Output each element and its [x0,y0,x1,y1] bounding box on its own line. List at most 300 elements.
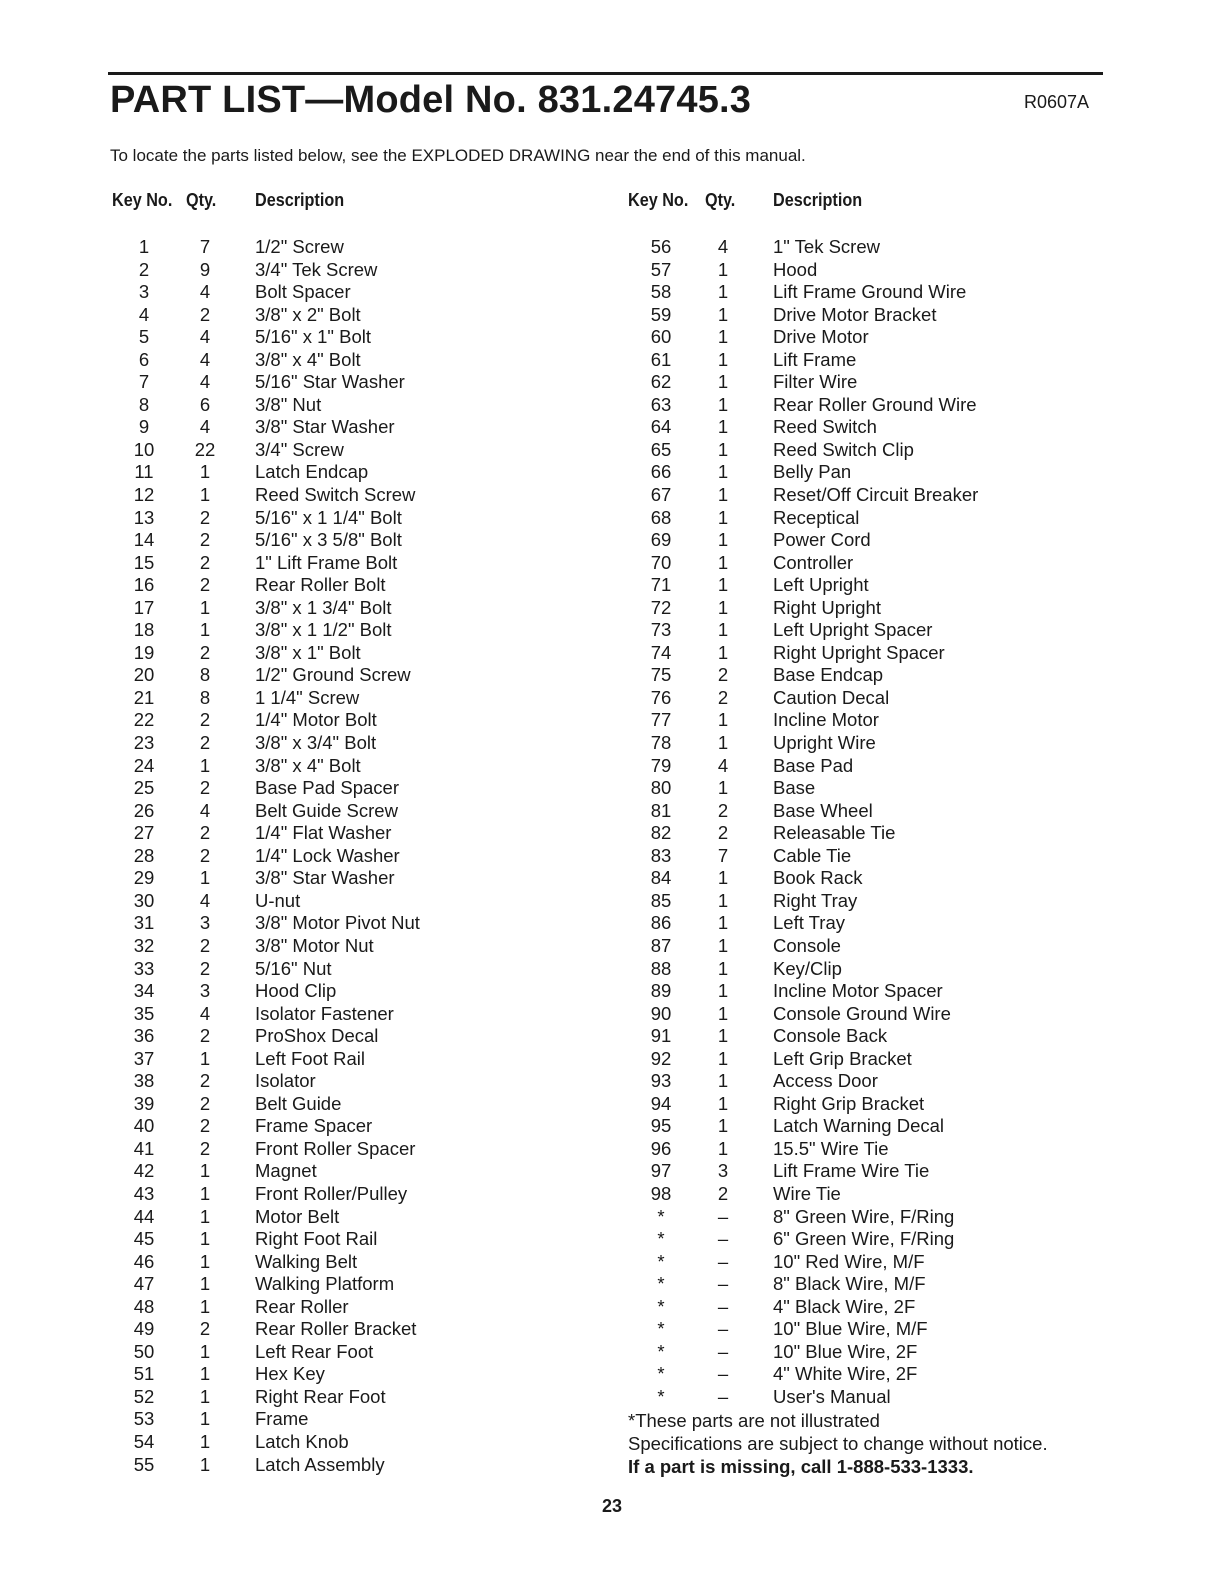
part-qty: 1 [717,980,729,1002]
part-description: 1" Lift Frame Bolt [255,551,398,573]
part-qty: 2 [199,844,211,866]
part-qty: 1 [717,416,729,438]
part-key-no: 53 [133,1408,155,1430]
part-qty: 2 [717,1182,729,1204]
part-description: 3/8" Nut [255,393,322,415]
part-key-no: 92 [650,1047,672,1069]
part-qty: 2 [199,1137,211,1159]
part-qty: 1 [717,1047,729,1069]
part-description: 6" Green Wire, F/Ring [773,1228,955,1250]
part-key-no: 46 [133,1250,155,1272]
part-description: Hex Key [255,1363,325,1385]
part-description: Left Rear Foot [255,1340,374,1362]
part-description: Left Upright Spacer [773,619,933,641]
part-description: Base Wheel [773,799,873,821]
part-description: Right Grip Bracket [773,1092,925,1114]
part-description: Magnet [255,1160,317,1182]
part-key-no: 6 [138,348,150,370]
part-key-no: 81 [650,799,672,821]
part-qty: 1 [199,1453,211,1475]
part-qty: 1 [717,348,729,370]
part-description: Rear Roller [255,1295,349,1317]
part-qty: 2 [717,799,729,821]
part-key-no: 24 [133,754,155,776]
part-key-no: 10 [133,438,155,460]
part-key-no: 78 [650,732,672,754]
part-description: 15.5" Wire Tie [773,1137,889,1159]
part-key-no: 74 [650,641,672,663]
part-description: 3/8" Star Washer [255,416,395,438]
part-key-no: 73 [650,619,672,641]
part-qty: 7 [199,236,211,257]
column-header-description-right: Description [773,190,863,210]
part-qty: 2 [199,1092,211,1114]
part-qty: 1 [717,574,729,596]
part-key-no: 62 [650,371,672,393]
part-qty: 1 [717,934,729,956]
part-qty: 2 [199,709,211,731]
page-number: 23 [601,1496,623,1516]
part-description: 3/8" Star Washer [255,867,395,889]
part-key-no: 59 [650,303,672,325]
part-description: 5/16" x 1 1/4" Bolt [255,506,402,528]
part-key-no: 57 [650,258,672,280]
part-description: Base Pad [773,754,854,776]
part-description: 3/8" x 1" Bolt [255,641,361,663]
part-description: Right Upright [773,596,881,618]
part-description: Access Door [773,1070,878,1092]
part-qty: – [717,1318,729,1340]
part-description: Cable Tie [773,844,852,866]
part-description: 5/16" Nut [255,957,332,979]
part-description: Reed Switch [773,416,877,438]
part-description: Right Tray [773,889,858,911]
part-description: Console Back [773,1025,888,1047]
part-description: Latch Assembly [255,1453,385,1475]
part-key-no: * [657,1340,665,1362]
part-description: Left Foot Rail [255,1047,366,1069]
part-description: Base [773,777,816,799]
part-key-no: 20 [133,664,155,686]
part-qty: 2 [717,686,729,708]
part-key-no: 66 [650,461,672,483]
part-qty: 1 [199,1385,211,1407]
part-key-no: 50 [133,1340,155,1362]
part-qty: 1 [717,281,729,303]
part-description: 4" White Wire, 2F [773,1363,918,1385]
part-qty: – [717,1363,729,1385]
part-qty: 2 [199,574,211,596]
part-qty: 4 [199,799,211,821]
part-description: Reset/Off Circuit Breaker [773,484,979,506]
part-qty: – [717,1205,729,1227]
part-key-no: 70 [650,551,672,573]
part-description: Latch Knob [255,1430,349,1452]
part-description: 1/4" Motor Bolt [255,709,377,731]
part-qty: 1 [199,1205,211,1227]
part-key-no: 67 [650,484,672,506]
part-description: Incline Motor Spacer [773,980,943,1002]
part-description: Bolt Spacer [255,281,351,303]
part-description: Front Roller Spacer [255,1137,416,1159]
part-qty: 1 [717,709,729,731]
part-qty: 1 [717,461,729,483]
part-qty: 2 [199,551,211,573]
part-description: Drive Motor Bracket [773,303,937,325]
part-qty: 1 [199,596,211,618]
part-description: 3/8" x 1 3/4" Bolt [255,596,392,618]
part-description: Console [773,934,841,956]
part-description: Latch Warning Decal [773,1115,945,1137]
part-key-no: 40 [133,1115,155,1137]
part-description: 3/8" x 3/4" Bolt [255,732,377,754]
part-description: 1/4" Lock Washer [255,844,400,866]
part-description: 3/8" x 2" Bolt [255,303,361,325]
part-key-no: 49 [133,1318,155,1340]
part-description: Frame [255,1408,309,1430]
part-qty: 1 [199,1273,211,1295]
part-description: 4" Black Wire, 2F [773,1295,916,1317]
part-description: Rear Roller Bolt [255,574,386,596]
part-key-no: 36 [133,1025,155,1047]
part-key-no: * [657,1205,665,1227]
part-description: Controller [773,551,854,573]
part-qty: 1 [199,1047,211,1069]
part-qty: 1 [199,1228,211,1250]
part-description: Caution Decal [773,686,890,708]
part-qty: 2 [199,641,211,663]
part-key-no: 17 [133,596,155,618]
part-key-no: 82 [650,822,672,844]
part-key-no: 51 [133,1363,155,1385]
part-key-no: 9 [138,416,150,438]
part-qty: 2 [717,822,729,844]
part-description: Motor Belt [255,1205,340,1227]
part-key-no: * [657,1228,665,1250]
part-key-no: 15 [133,551,155,573]
part-qty: 1 [199,1363,211,1385]
part-key-no: 60 [650,326,672,348]
part-description: Belly Pan [773,461,852,483]
part-description: Walking Belt [255,1250,358,1272]
part-description: Right Rear Foot [255,1385,386,1407]
part-key-no: 58 [650,281,672,303]
part-key-no: 43 [133,1182,155,1204]
part-qty: 2 [717,664,729,686]
missing-part-note: If a part is missing, call 1-888-533-1333. [628,1456,974,1477]
part-key-no: 28 [133,844,155,866]
part-description: Belt Guide Screw [255,799,398,821]
part-qty: 4 [199,371,211,393]
part-key-no: 22 [133,709,155,731]
part-description: Belt Guide [255,1092,342,1114]
part-description: Rear Roller Ground Wire [773,393,977,415]
part-qty: 2 [199,529,211,551]
part-key-no: 14 [133,529,155,551]
part-key-no: 18 [133,619,155,641]
part-qty: 1 [199,867,211,889]
title-rule [108,72,1103,75]
part-key-no: 38 [133,1070,155,1092]
part-key-no: 41 [133,1137,155,1159]
part-description: Incline Motor [773,709,879,731]
part-qty: 1 [717,777,729,799]
part-qty: 4 [199,326,211,348]
part-key-no: 45 [133,1228,155,1250]
part-description: Lift Frame [773,348,857,370]
part-description: 5/16" x 1" Bolt [255,326,371,348]
part-key-no: 79 [650,754,672,776]
part-description: Upright Wire [773,732,876,754]
part-qty: 8 [199,664,211,686]
part-qty: 7 [717,844,729,866]
part-qty: 4 [717,754,729,776]
part-key-no: 16 [133,574,155,596]
part-description: Reed Switch Clip [773,438,914,460]
part-key-no: 47 [133,1273,155,1295]
part-qty: 1 [717,957,729,979]
part-key-no: 13 [133,506,155,528]
part-qty: 2 [199,506,211,528]
part-qty: 1 [199,1160,211,1182]
part-description: Console Ground Wire [773,1002,951,1024]
part-description: Lift Frame Wire Tie [773,1160,930,1182]
part-key-no: 8 [138,393,150,415]
part-qty: 4 [199,889,211,911]
part-key-no: 85 [650,889,672,911]
part-description: 1 1/4" Screw [255,686,360,708]
part-key-no: 35 [133,1002,155,1024]
part-description: Drive Motor [773,326,869,348]
part-qty: 1 [717,258,729,280]
part-qty: – [717,1385,729,1407]
part-description: Lift Frame Ground Wire [773,281,967,303]
part-description: 10" Blue Wire, 2F [773,1340,918,1362]
part-key-no: 94 [650,1092,672,1114]
part-key-no: 89 [650,980,672,1002]
part-description: Walking Platform [255,1273,395,1295]
part-key-no: 54 [133,1430,155,1452]
part-key-no: 68 [650,506,672,528]
part-description: 8" Green Wire, F/Ring [773,1205,955,1227]
part-key-no: * [657,1363,665,1385]
part-description: Hood [773,258,818,280]
document-code: R0607A [1024,92,1090,112]
part-key-no: 77 [650,709,672,731]
part-description: Right Foot Rail [255,1228,378,1250]
part-qty: 22 [194,438,216,460]
part-qty: 2 [199,1070,211,1092]
part-qty: – [717,1228,729,1250]
part-key-no: 64 [650,416,672,438]
part-description: 3/4" Screw [255,438,344,460]
part-key-no: 83 [650,844,672,866]
part-description: 3/8" x 4" Bolt [255,348,361,370]
column-header-qty-right: Qty. [705,190,736,210]
part-qty: 2 [199,934,211,956]
column-header-key-no-right: Key No. [628,190,689,210]
part-description: Frame Spacer [255,1115,373,1137]
part-key-no: 44 [133,1205,155,1227]
part-key-no: 33 [133,957,155,979]
part-key-no: 7 [138,371,150,393]
part-key-no: 25 [133,777,155,799]
part-qty: 2 [199,303,211,325]
part-description: Wire Tie [773,1182,841,1204]
part-qty: 1 [199,1250,211,1272]
part-qty: 1 [717,1070,729,1092]
part-key-no: 97 [650,1160,672,1182]
part-description: 10" Blue Wire, M/F [773,1318,928,1340]
part-qty: 3 [717,1160,729,1182]
part-description: 1" Tek Screw [773,236,880,257]
part-qty: 1 [199,1408,211,1430]
part-description: 3/8" x 4" Bolt [255,754,361,776]
part-key-no: 5 [138,326,150,348]
part-description: 5/16" Star Washer [255,371,405,393]
part-qty: 1 [717,1025,729,1047]
part-key-no: 31 [133,912,155,934]
part-description: 1/4" Flat Washer [255,822,392,844]
part-key-no: 91 [650,1025,672,1047]
part-key-no: 23 [133,732,155,754]
part-key-no: 95 [650,1115,672,1137]
part-key-no: * [657,1273,665,1295]
part-qty: 3 [199,912,211,934]
part-qty: 1 [717,1002,729,1024]
not-illustrated-note: *These parts are not illustrated [628,1410,880,1431]
part-key-no: 4 [138,303,150,325]
part-key-no: 98 [650,1182,672,1204]
part-description: Base Endcap [773,664,884,686]
part-key-no: 72 [650,596,672,618]
part-key-no: 11 [134,461,154,483]
part-key-no: 52 [133,1385,155,1407]
part-description: Receptical [773,506,860,528]
part-qty: 1 [199,461,211,483]
part-qty: 4 [199,281,211,303]
part-qty: 1 [717,326,729,348]
part-key-no: 69 [650,529,672,551]
part-qty: 2 [199,732,211,754]
part-description: Front Roller/Pulley [255,1182,408,1204]
part-qty: 1 [199,1340,211,1362]
part-key-no: 55 [133,1453,155,1475]
part-key-no: 71 [650,574,672,596]
part-key-no: 90 [650,1002,672,1024]
column-header-description-left: Description [255,190,345,210]
part-key-no: * [657,1318,665,1340]
part-qty: 1 [717,596,729,618]
part-key-no: 21 [133,686,155,708]
part-qty: 1 [717,1092,729,1114]
part-qty: 1 [717,732,729,754]
part-qty: 2 [199,1115,211,1137]
part-qty: – [717,1295,729,1317]
part-key-no: 32 [133,934,155,956]
part-qty: 1 [199,1295,211,1317]
part-key-no: 3 [138,281,150,303]
part-description: Right Upright Spacer [773,641,945,663]
part-qty: 1 [717,1115,729,1137]
part-key-no: * [657,1295,665,1317]
part-qty: 2 [199,777,211,799]
part-key-no: 93 [650,1070,672,1092]
part-description: 1/2" Ground Screw [255,664,411,686]
part-qty: 1 [717,438,729,460]
part-key-no: 2 [138,258,150,280]
part-key-no: 75 [650,664,672,686]
part-qty: 2 [199,1025,211,1047]
part-key-no: * [657,1385,665,1407]
part-key-no: 76 [650,686,672,708]
part-qty: 1 [717,506,729,528]
column-header-key-no-left: Key No. [112,190,173,210]
part-qty: 3 [199,980,211,1002]
part-description: Power Cord [773,529,871,551]
part-key-no: 27 [133,822,155,844]
part-qty: 6 [199,393,211,415]
part-qty: 1 [717,641,729,663]
part-description: Reed Switch Screw [255,484,416,506]
part-qty: 1 [199,754,211,776]
part-key-no: 56 [650,236,672,257]
part-qty: 9 [199,258,211,280]
part-qty: 8 [199,686,211,708]
part-key-no: 30 [133,889,155,911]
part-key-no: 87 [650,934,672,956]
part-key-no: 1 [138,236,150,257]
part-description: 3/8" x 1 1/2" Bolt [255,619,392,641]
part-description: Hood Clip [255,980,337,1002]
part-description: Rear Roller Bracket [255,1318,417,1340]
part-description: Left Upright [773,574,869,596]
part-key-no: 42 [133,1160,155,1182]
part-key-no: 65 [650,438,672,460]
part-qty: 1 [199,619,211,641]
part-description: 3/8" Motor Pivot Nut [255,912,420,934]
part-qty: 2 [199,822,211,844]
part-qty: 2 [199,957,211,979]
part-key-no: 96 [650,1137,672,1159]
part-description: 3/8" Motor Nut [255,934,374,956]
part-key-no: 12 [133,484,155,506]
part-key-no: 84 [650,867,672,889]
column-header-qty-left: Qty. [186,190,217,210]
part-key-no: 86 [650,912,672,934]
part-description: 8" Black Wire, M/F [773,1273,926,1295]
part-qty: 1 [717,484,729,506]
part-key-no: 29 [133,867,155,889]
intro-text: To locate the parts listed below, see the EXPLODED DRAWING near the end of this manual. [110,146,806,165]
part-description: Isolator Fastener [255,1002,394,1024]
part-description: Latch Endcap [255,461,369,483]
part-description: 5/16" x 3 5/8" Bolt [255,529,402,551]
part-description: U-nut [255,889,301,911]
part-qty: 4 [717,236,729,257]
part-qty: – [717,1273,729,1295]
part-qty: 1 [199,1430,211,1452]
part-key-no: * [657,1250,665,1272]
part-description: Isolator [255,1070,316,1092]
part-qty: 4 [199,416,211,438]
part-qty: 1 [717,867,729,889]
part-key-no: 63 [650,393,672,415]
part-qty: – [717,1250,729,1272]
part-qty: 1 [717,1137,729,1159]
part-qty: 1 [199,484,211,506]
part-description: 3/4" Tek Screw [255,258,378,280]
